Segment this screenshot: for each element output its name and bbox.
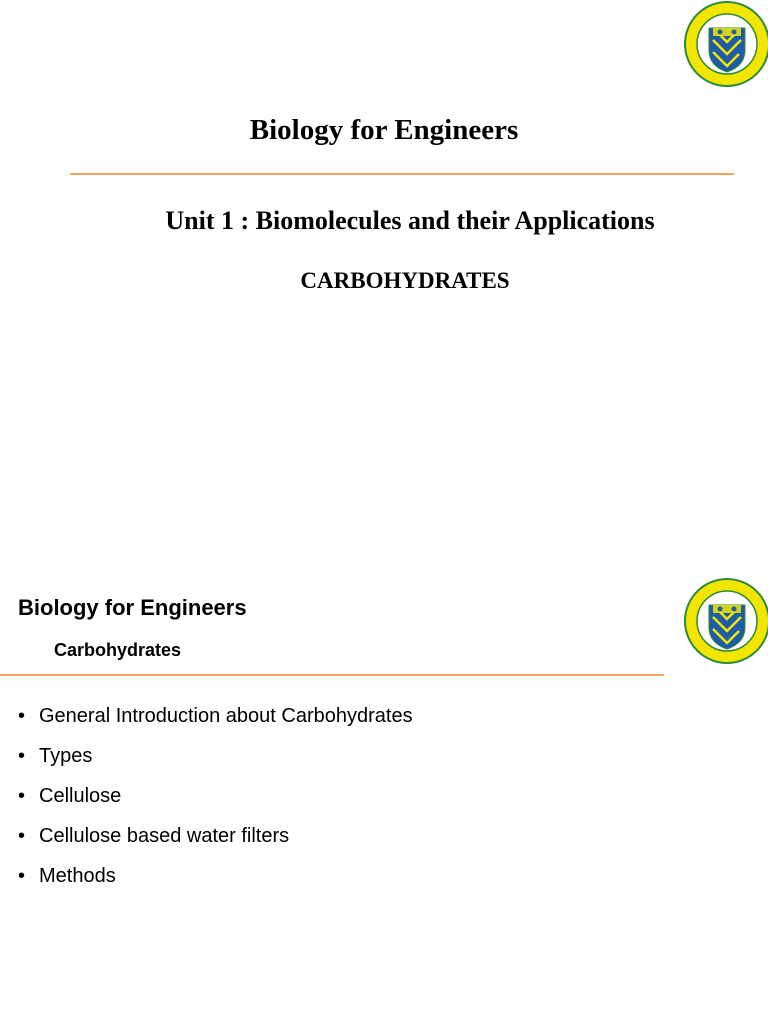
- outline-slide: [0, 560, 768, 1024]
- bullet-icon: •: [18, 785, 26, 807]
- bullet-icon: •: [18, 825, 26, 847]
- college-emblem-icon: [683, 577, 768, 665]
- title-divider: [70, 173, 734, 175]
- unit-heading: Unit 1 : Biomolecules and their Applications: [165, 206, 655, 235]
- bullet-list: [18, 696, 413, 896]
- slide-title: Biology for Engineers: [18, 595, 247, 620]
- list-item: [18, 736, 413, 776]
- list-item: [18, 696, 413, 736]
- bullet-icon: •: [18, 745, 26, 767]
- bullet-icon: •: [18, 865, 26, 887]
- list-item-text: General Introduction about Carbohydrates: [39, 705, 413, 727]
- slide-title: Biology for Engineers: [249, 114, 519, 146]
- list-item: [18, 776, 413, 816]
- list-item-text: Methods: [39, 865, 116, 887]
- list-item: [18, 816, 413, 856]
- list-item-text: Cellulose: [39, 785, 122, 807]
- college-emblem-icon: [683, 0, 768, 88]
- slide-subtitle: Carbohydrates: [54, 640, 182, 660]
- list-item-text: Cellulose based water filters: [39, 825, 290, 847]
- title-divider: [0, 674, 664, 676]
- list-item: [18, 856, 413, 896]
- bullet-icon: •: [18, 705, 26, 727]
- topic-heading: CARBOHYDRATES: [300, 268, 510, 293]
- list-item-text: Types: [39, 745, 93, 767]
